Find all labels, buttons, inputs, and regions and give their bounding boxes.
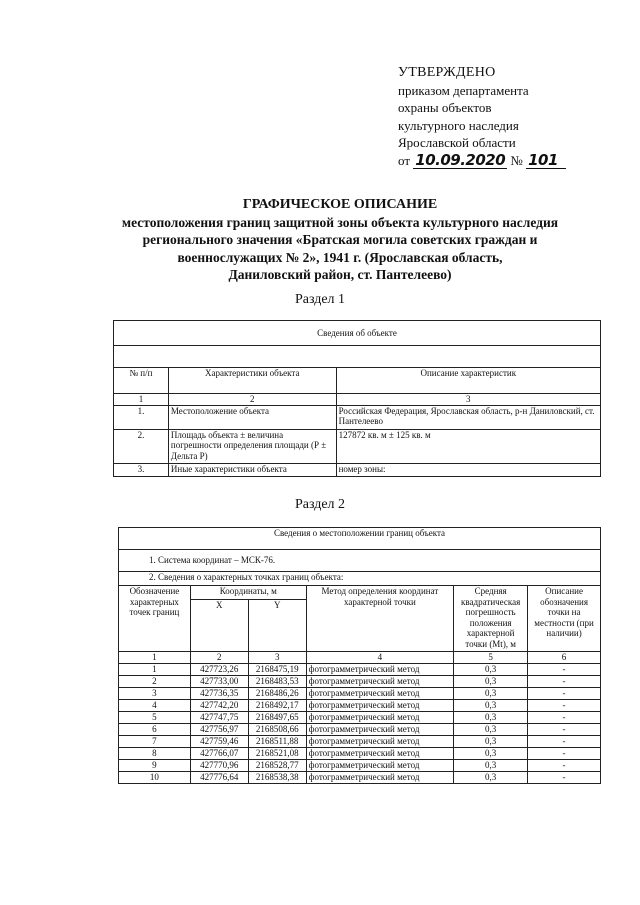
table-row	[119, 748, 601, 760]
col-number: 4	[306, 652, 454, 664]
header-coordinates: Координаты, м	[190, 586, 306, 600]
cell-characteristic: Площадь объекта ± величина погрешности определения площади (Р ± Дельта Р)	[168, 429, 336, 463]
cell-description: -	[528, 712, 601, 724]
title-main: ГРАФИЧЕСКОЕ ОПИСАНИЕ	[242, 197, 438, 212]
cell-num: 1.	[114, 405, 169, 429]
col-number: 1	[119, 652, 191, 664]
boundary-points-table	[118, 527, 601, 784]
cell-method: фотограмметрический метод	[306, 676, 454, 688]
section2-heading: Раздел 2	[294, 497, 346, 512]
cell-description: -	[528, 772, 601, 784]
cell-characteristic: Иные характеристики объекта	[168, 463, 336, 476]
header-description: Описание характеристик	[336, 368, 600, 394]
approval-block	[398, 64, 566, 169]
col-number: 2	[168, 394, 336, 406]
points-caption: 2. Сведения о характерных точках границ объекта:	[119, 572, 601, 586]
cell-method: фотограмметрический метод	[306, 760, 454, 772]
cell-x: 427770,96	[190, 760, 248, 772]
approval-title: УТВЕРЖДЕНО	[398, 65, 496, 80]
col-number: 3	[336, 394, 600, 406]
cell-point-number: 1	[119, 664, 191, 676]
table-row	[119, 664, 601, 676]
table-row	[119, 688, 601, 700]
cell-description: номер зоны:	[336, 463, 600, 476]
cell-characteristic: Местоположение объекта	[168, 405, 336, 429]
cell-num: 2.	[114, 429, 169, 463]
cell-y: 2168521,08	[248, 748, 306, 760]
cell-description: -	[528, 760, 601, 772]
cell-description: -	[528, 748, 601, 760]
cell-point-number: 4	[119, 700, 191, 712]
cell-point-number: 3	[119, 688, 191, 700]
document-title	[60, 196, 620, 284]
cell-x: 427756,97	[190, 724, 248, 736]
cell-x: 427742,20	[190, 700, 248, 712]
table-row	[114, 463, 601, 476]
approval-line: Ярославской области	[398, 135, 516, 150]
cell-point-number: 10	[119, 772, 191, 784]
table-row	[114, 405, 601, 429]
header-error: Средняя квадратическая погрешность положения характерной точки (Mt), м	[454, 586, 528, 652]
header-designation: Обозначение характерных точек границ	[119, 586, 191, 652]
header-y: Y	[248, 600, 306, 652]
table-row	[119, 772, 601, 784]
cell-error: 0,3	[454, 712, 528, 724]
cell-y: 2168538,38	[248, 772, 306, 784]
table-row	[119, 712, 601, 724]
col-number: 2	[190, 652, 248, 664]
cell-point-number: 8	[119, 748, 191, 760]
cell-y: 2168483,53	[248, 676, 306, 688]
cell-y: 2168475,19	[248, 664, 306, 676]
cell-description: -	[528, 688, 601, 700]
cell-method: фотограмметрический метод	[306, 664, 454, 676]
table-row	[119, 760, 601, 772]
table-row	[114, 429, 601, 463]
cell-method: фотограмметрический метод	[306, 748, 454, 760]
cell-point-number: 5	[119, 712, 191, 724]
cell-y: 2168528,77	[248, 760, 306, 772]
cell-method: фотограмметрический метод	[306, 700, 454, 712]
cell-y: 2168492,17	[248, 700, 306, 712]
date-prefix: от	[398, 152, 411, 168]
cell-method: фотограмметрический метод	[306, 736, 454, 748]
col-number: 1	[114, 394, 169, 406]
approval-line: культурного наследия	[398, 117, 519, 133]
cell-error: 0,3	[454, 748, 528, 760]
cell-x: 427776,64	[190, 772, 248, 784]
cell-x: 427766,07	[190, 748, 248, 760]
cell-x: 427759,46	[190, 736, 248, 748]
table-row	[119, 700, 601, 712]
cell-method: фотограмметрический метод	[306, 712, 454, 724]
cell-error: 0,3	[454, 676, 528, 688]
cell-description: -	[528, 676, 601, 688]
table2-caption: Сведения о местоположении границ объекта	[119, 528, 601, 550]
cell-point-number: 7	[119, 736, 191, 748]
coordinate-system: 1. Система координат – МСК-76.	[119, 550, 601, 572]
cell-error: 0,3	[454, 772, 528, 784]
approval-line: приказом департамента	[398, 82, 529, 98]
object-info-table	[113, 320, 601, 477]
handwritten-number: 101	[528, 150, 558, 169]
cell-method: фотограмметрический метод	[306, 724, 454, 736]
col-number: 3	[248, 652, 306, 664]
cell-error: 0,3	[454, 688, 528, 700]
title-line: военнослужащих № 2», 1941 г. (Ярославская область,	[177, 249, 503, 265]
cell-error: 0,3	[454, 724, 528, 736]
header-point-description: Описание обозначения точки на местности (при наличии)	[528, 586, 601, 652]
approval-line: охраны объектов	[398, 100, 492, 115]
cell-description: 127872 кв. м ± 125 кв. м	[336, 429, 600, 463]
cell-description: -	[528, 700, 601, 712]
cell-x: 427736,35	[190, 688, 248, 700]
cell-y: 2168511,88	[248, 736, 306, 748]
title-line: местоположения границ защитной зоны объекта культурного наследия	[121, 214, 559, 230]
cell-x: 427723,26	[190, 664, 248, 676]
cell-description: Российская Федерация, Ярославская область, р-н Даниловский, ст. Пантелеево	[336, 405, 600, 429]
table-row	[119, 736, 601, 748]
cell-method: фотограмметрический метод	[306, 772, 454, 784]
cell-error: 0,3	[454, 760, 528, 772]
cell-point-number: 2	[119, 676, 191, 688]
header-characteristics: Характеристики объекта	[168, 368, 336, 394]
cell-x: 427733,00	[190, 676, 248, 688]
table1-caption: Сведения об объекте	[114, 321, 601, 346]
cell-error: 0,3	[454, 700, 528, 712]
table-row	[119, 676, 601, 688]
col-number: 5	[454, 652, 528, 664]
cell-description: -	[528, 664, 601, 676]
header-method: Метод определения координат характерной точки	[306, 586, 454, 652]
title-line: Даниловский район, ст. Пантелеево)	[228, 267, 452, 282]
header-x: X	[190, 600, 248, 652]
cell-y: 2168486,26	[248, 688, 306, 700]
title-line: регионального значения «Братская могила советских граждан и	[142, 232, 538, 247]
section1-heading: Раздел 1	[294, 292, 346, 307]
cell-y: 2168497,65	[248, 712, 306, 724]
header-num: № п/п	[114, 368, 169, 394]
cell-y: 2168508,66	[248, 724, 306, 736]
table-row	[119, 724, 601, 736]
table1-spacer	[114, 346, 601, 368]
cell-description: -	[528, 736, 601, 748]
number-prefix: №	[510, 152, 523, 168]
col-number: 6	[528, 652, 601, 664]
cell-error: 0,3	[454, 736, 528, 748]
cell-error: 0,3	[454, 664, 528, 676]
cell-num: 3.	[114, 463, 169, 476]
approval-date-line	[398, 152, 566, 170]
cell-x: 427747,75	[190, 712, 248, 724]
cell-description: -	[528, 724, 601, 736]
cell-method: фотограмметрический метод	[306, 688, 454, 700]
cell-point-number: 9	[119, 760, 191, 772]
cell-point-number: 6	[119, 724, 191, 736]
handwritten-date: 10.09.2020	[415, 150, 506, 169]
